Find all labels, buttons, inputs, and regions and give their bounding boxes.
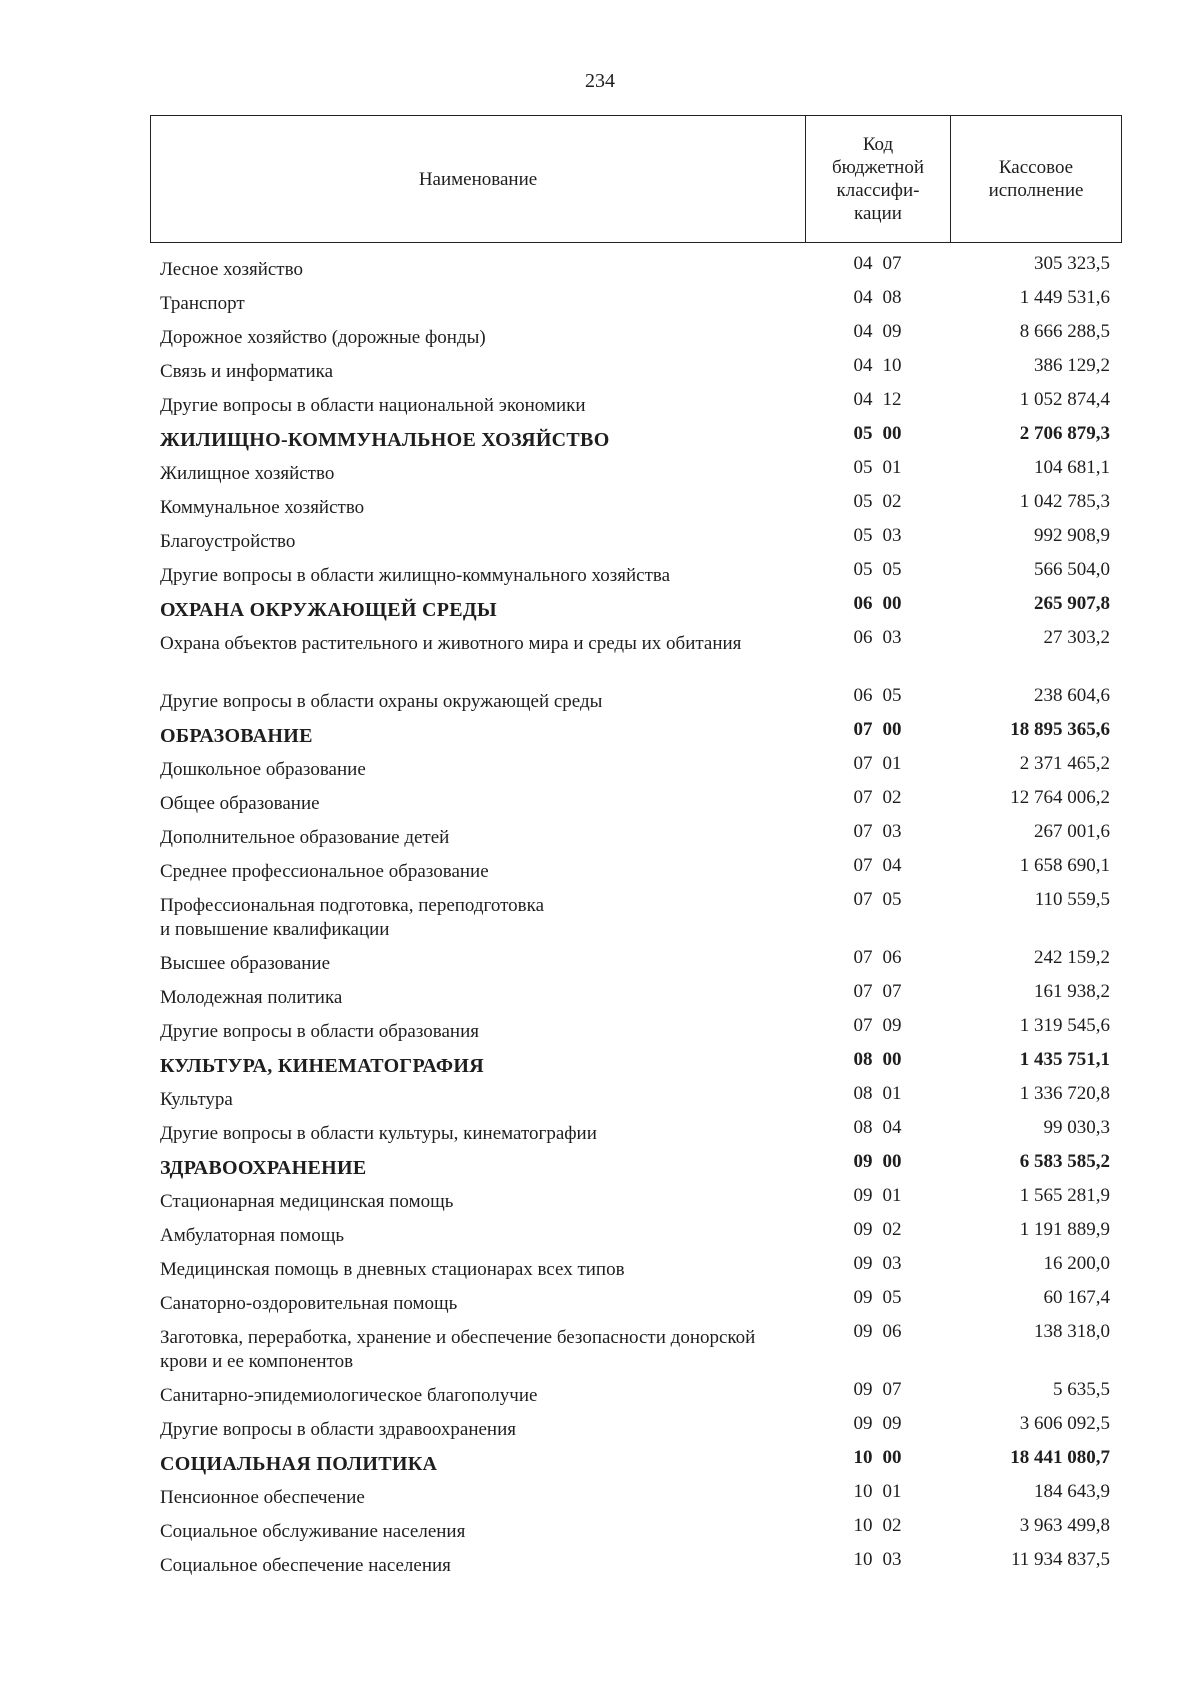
row-name: Стационарная медицинская помощь <box>160 1191 454 1212</box>
header-name <box>151 116 806 242</box>
row-code <box>805 1320 950 1344</box>
row-amount: 60 167,4 <box>1043 1287 1110 1308</box>
row-amount: 184 643,9 <box>1034 1481 1110 1502</box>
row-code-section: 07 <box>853 947 873 968</box>
row-code-subsection: 00 <box>882 423 902 444</box>
row-code <box>805 1116 950 1140</box>
row-code-section: 10 <box>853 1481 873 1502</box>
row-name: Общее образование <box>160 793 320 814</box>
table-row <box>150 1412 1122 1446</box>
table-row <box>150 388 1122 422</box>
row-code-section: 05 <box>853 491 873 512</box>
row-code-subsection: 00 <box>882 719 902 740</box>
row-code <box>805 592 950 616</box>
row-code <box>805 1446 950 1470</box>
row-name: ОХРАНА ОКРУЖАЮЩЕЙ СРЕДЫ <box>160 599 497 621</box>
row-name: Пенсионное обеспечение <box>160 1487 365 1508</box>
row-code-subsection: 12 <box>882 389 902 410</box>
table-row <box>150 820 1122 854</box>
table-row <box>150 684 1122 718</box>
table-row <box>150 626 1122 684</box>
row-amount: 1 042 785,3 <box>1019 491 1110 512</box>
row-code <box>805 524 950 548</box>
row-code <box>805 1218 950 1242</box>
row-code-subsection: 01 <box>882 753 902 774</box>
section-row <box>150 422 1122 456</box>
row-amount: 265 907,8 <box>1034 593 1110 614</box>
row-code-subsection: 05 <box>882 559 902 580</box>
table-row <box>150 980 1122 1014</box>
row-code-subsection: 07 <box>882 1379 902 1400</box>
page-number: 234 <box>585 70 615 92</box>
table-row <box>150 286 1122 320</box>
row-code <box>805 684 950 708</box>
row-code-section: 09 <box>853 1413 873 1434</box>
row-code-subsection: 03 <box>882 1253 902 1274</box>
row-code-section: 09 <box>853 1287 873 1308</box>
row-code-subsection: 04 <box>882 1117 902 1138</box>
row-code-subsection: 07 <box>882 253 902 274</box>
row-name: Дополнительное образование детей <box>160 827 450 848</box>
row-code-subsection: 02 <box>882 787 902 808</box>
table-row <box>150 252 1122 286</box>
row-name: СОЦИАЛЬНАЯ ПОЛИТИКА <box>160 1453 438 1475</box>
table-row <box>150 456 1122 490</box>
row-name: ЖИЛИЩНО-КОММУНАЛЬНОЕ ХОЗЯЙСТВО <box>160 429 610 451</box>
row-code-section: 07 <box>853 821 873 842</box>
row-code <box>805 1082 950 1106</box>
row-code-section: 07 <box>853 787 873 808</box>
row-name: Другие вопросы в области охраны окружающей среды <box>160 691 603 712</box>
row-code-subsection: 09 <box>882 321 902 342</box>
row-code-section: 04 <box>853 355 873 376</box>
table-row <box>150 1116 1122 1150</box>
row-amount: 18 441 080,7 <box>1010 1447 1110 1468</box>
row-amount: 16 200,0 <box>1043 1253 1110 1274</box>
table-row <box>150 1548 1122 1582</box>
row-amount: 99 030,3 <box>1043 1117 1110 1138</box>
row-code <box>805 1252 950 1276</box>
row-code-section: 04 <box>853 321 873 342</box>
row-code-subsection: 05 <box>882 889 902 910</box>
row-code-section: 09 <box>853 1321 873 1342</box>
table-row <box>150 524 1122 558</box>
row-name: Транспорт <box>160 293 245 314</box>
row-name: Связь и информатика <box>160 361 334 382</box>
row-code-section: 07 <box>853 889 873 910</box>
row-amount: 8 666 288,5 <box>1019 321 1110 342</box>
row-amount: 2 706 879,3 <box>1019 423 1110 444</box>
row-amount: 27 303,2 <box>1043 627 1110 648</box>
row-code-subsection: 01 <box>882 1083 902 1104</box>
row-name: Высшее образование <box>160 953 331 974</box>
table-row <box>150 1286 1122 1320</box>
row-name: Социальное обеспечение населения <box>160 1555 451 1576</box>
row-amount: 18 895 365,6 <box>1010 719 1110 740</box>
row-code-subsection: 01 <box>882 1481 902 1502</box>
budget-table-body <box>150 252 1122 1582</box>
row-code <box>805 320 950 344</box>
row-name: Лесное хозяйство <box>160 259 303 280</box>
header-amount <box>951 116 1121 242</box>
row-code-subsection: 03 <box>882 1549 902 1570</box>
row-amount: 1 435 751,1 <box>1019 1049 1110 1070</box>
table-row <box>150 786 1122 820</box>
row-code <box>805 980 950 1004</box>
row-code-section: 04 <box>853 287 873 308</box>
row-code-subsection: 09 <box>882 1015 902 1036</box>
row-code-section: 06 <box>853 627 873 648</box>
row-code <box>805 1514 950 1538</box>
row-code <box>805 286 950 310</box>
row-amount: 11 934 837,5 <box>1010 1549 1110 1570</box>
row-code <box>805 820 950 844</box>
header-code-label: Код бюджетной классифи- кации <box>831 134 924 224</box>
table-row <box>150 1252 1122 1286</box>
row-code-subsection: 00 <box>882 593 902 614</box>
row-name: Медицинская помощь в дневных стационарах всех типов <box>160 1259 625 1280</box>
row-code <box>805 252 950 276</box>
header-amount-label: Кассовое исполнение <box>988 157 1084 201</box>
row-code <box>805 354 950 378</box>
row-code-subsection: 02 <box>882 1219 902 1240</box>
row-name: Санитарно-эпидемиологическое благополучие <box>160 1385 538 1406</box>
row-amount: 566 504,0 <box>1034 559 1110 580</box>
row-code <box>805 1412 950 1436</box>
row-code-section: 05 <box>853 457 873 478</box>
table-row <box>150 1480 1122 1514</box>
row-code-subsection: 06 <box>882 1321 902 1342</box>
row-code-section: 07 <box>853 719 873 740</box>
row-amount: 1 336 720,8 <box>1019 1083 1110 1104</box>
row-code-section: 07 <box>853 981 873 1002</box>
table-row <box>150 320 1122 354</box>
row-code-subsection: 01 <box>882 457 902 478</box>
row-code-subsection: 00 <box>882 1151 902 1172</box>
row-name: Охрана объектов растительного и животного мира и среды их обитания <box>160 633 742 654</box>
row-code <box>805 558 950 582</box>
row-code <box>805 1480 950 1504</box>
row-code-section: 09 <box>853 1379 873 1400</box>
row-code <box>805 1378 950 1402</box>
table-row <box>150 946 1122 980</box>
row-code-section: 10 <box>853 1515 873 1536</box>
table-row <box>150 558 1122 592</box>
row-name: Санаторно-оздоровительная помощь <box>160 1293 458 1314</box>
row-amount: 1 658 690,1 <box>1019 855 1110 876</box>
row-name: Жилищное хозяйство <box>160 463 335 484</box>
row-code <box>805 1014 950 1038</box>
row-amount: 386 129,2 <box>1034 355 1110 376</box>
row-code-section: 04 <box>853 253 873 274</box>
row-name: Другие вопросы в области образования <box>160 1021 479 1042</box>
row-code-subsection: 05 <box>882 1287 902 1308</box>
row-amount: 3 606 092,5 <box>1019 1413 1110 1434</box>
row-code-subsection: 10 <box>882 355 902 376</box>
row-code-subsection: 02 <box>882 491 902 512</box>
row-code-section: 08 <box>853 1049 873 1070</box>
table-row <box>150 1218 1122 1252</box>
row-code <box>805 888 950 912</box>
row-code-section: 05 <box>853 525 873 546</box>
table-row <box>150 854 1122 888</box>
row-code <box>805 854 950 878</box>
row-name: Социальное обслуживание населения <box>160 1521 466 1542</box>
row-name: Заготовка, переработка, хранение и обеспечение безопасности донорской крови и ее компонентов <box>160 1327 756 1372</box>
row-amount: 267 001,6 <box>1034 821 1110 842</box>
table-row <box>150 1014 1122 1048</box>
section-row <box>150 592 1122 626</box>
row-amount: 992 908,9 <box>1034 525 1110 546</box>
row-code <box>805 718 950 742</box>
row-name: Среднее профессиональное образование <box>160 861 489 882</box>
header-name-label: Наименование <box>418 168 538 190</box>
section-row <box>150 1446 1122 1480</box>
row-amount: 2 371 465,2 <box>1019 753 1110 774</box>
row-code-section: 07 <box>853 753 873 774</box>
section-row <box>150 1048 1122 1082</box>
row-code-subsection: 03 <box>882 525 902 546</box>
row-amount: 1 449 531,6 <box>1019 287 1110 308</box>
row-code <box>805 1184 950 1208</box>
row-code-subsection: 06 <box>882 947 902 968</box>
row-amount: 138 318,0 <box>1034 1321 1110 1342</box>
row-code-subsection: 00 <box>882 1049 902 1070</box>
row-name: Дошкольное образование <box>160 759 366 780</box>
row-amount: 305 323,5 <box>1034 253 1110 274</box>
table-row <box>150 752 1122 786</box>
row-name: Другие вопросы в области национальной экономики <box>160 395 586 416</box>
row-code-subsection: 05 <box>882 685 902 706</box>
row-code-section: 06 <box>853 685 873 706</box>
row-code <box>805 946 950 970</box>
row-amount: 12 764 006,2 <box>1010 787 1110 808</box>
row-code <box>805 490 950 514</box>
row-code-section: 07 <box>853 1015 873 1036</box>
row-code <box>805 626 950 650</box>
row-code <box>805 752 950 776</box>
table-row <box>150 490 1122 524</box>
row-code-subsection: 03 <box>882 821 902 842</box>
row-code-subsection: 07 <box>882 981 902 1002</box>
row-code-section: 07 <box>853 855 873 876</box>
row-amount: 238 604,6 <box>1034 685 1110 706</box>
row-code-subsection: 03 <box>882 627 902 648</box>
row-amount: 110 559,5 <box>1034 889 1110 910</box>
row-code-subsection: 00 <box>882 1447 902 1468</box>
row-name: Амбулаторная помощь <box>160 1225 345 1246</box>
row-amount: 1 319 545,6 <box>1019 1015 1110 1036</box>
row-amount: 1 052 874,4 <box>1019 389 1110 410</box>
row-code-subsection: 01 <box>882 1185 902 1206</box>
table-row <box>150 1082 1122 1116</box>
row-code <box>805 1286 950 1310</box>
row-name: Другие вопросы в области жилищно-коммунального хозяйства <box>160 565 671 586</box>
row-code-section: 10 <box>853 1447 873 1468</box>
row-name: ЗДРАВООХРАНЕНИЕ <box>160 1157 367 1179</box>
row-amount: 242 159,2 <box>1034 947 1110 968</box>
table-row <box>150 1378 1122 1412</box>
row-code <box>805 1150 950 1174</box>
row-name: Другие вопросы в области культуры, кинематографии <box>160 1123 597 1144</box>
row-name: Другие вопросы в области здравоохранения <box>160 1419 517 1440</box>
row-code-section: 09 <box>853 1151 873 1172</box>
table-row <box>150 1320 1122 1378</box>
row-code-subsection: 08 <box>882 287 902 308</box>
row-code-section: 09 <box>853 1219 873 1240</box>
table-row <box>150 888 1122 946</box>
table-row <box>150 1184 1122 1218</box>
row-name: Культура <box>160 1089 233 1110</box>
table-row <box>150 1514 1122 1548</box>
row-code <box>805 786 950 810</box>
table-row <box>150 354 1122 388</box>
row-code <box>805 456 950 480</box>
row-code-section: 10 <box>853 1549 873 1570</box>
row-amount: 104 681,1 <box>1034 457 1110 478</box>
row-code-section: 08 <box>853 1083 873 1104</box>
row-amount: 1 565 281,9 <box>1019 1185 1110 1206</box>
row-amount: 161 938,2 <box>1034 981 1110 1002</box>
row-name: ОБРАЗОВАНИЕ <box>160 725 313 747</box>
row-code-subsection: 02 <box>882 1515 902 1536</box>
row-code <box>805 1548 950 1572</box>
row-code-section: 06 <box>853 593 873 614</box>
table-header <box>150 115 1122 243</box>
row-code-section: 05 <box>853 423 873 444</box>
row-code-section: 05 <box>853 559 873 580</box>
row-code-section: 04 <box>853 389 873 410</box>
row-amount: 6 583 585,2 <box>1019 1151 1110 1172</box>
row-name: Дорожное хозяйство (дорожные фонды) <box>160 327 486 348</box>
row-amount: 1 191 889,9 <box>1019 1219 1110 1240</box>
row-code <box>805 422 950 446</box>
row-name: КУЛЬТУРА, КИНЕМАТОГРАФИЯ <box>160 1055 484 1077</box>
row-name: Молодежная политика <box>160 987 343 1008</box>
section-row <box>150 718 1122 752</box>
row-code-subsection: 09 <box>882 1413 902 1434</box>
row-name: Коммунальное хозяйство <box>160 497 365 518</box>
row-code <box>805 388 950 412</box>
header-code <box>806 116 951 242</box>
row-amount: 5 635,5 <box>1053 1379 1110 1400</box>
section-row <box>150 1150 1122 1184</box>
row-name: Профессиональная подготовка, переподготовка и повышение квалификации <box>160 895 545 940</box>
row-code-section: 09 <box>853 1253 873 1274</box>
row-code-section: 08 <box>853 1117 873 1138</box>
row-code-subsection: 04 <box>882 855 902 876</box>
row-name: Благоустройство <box>160 531 296 552</box>
row-amount: 3 963 499,8 <box>1019 1515 1110 1536</box>
row-code-section: 09 <box>853 1185 873 1206</box>
row-code <box>805 1048 950 1072</box>
